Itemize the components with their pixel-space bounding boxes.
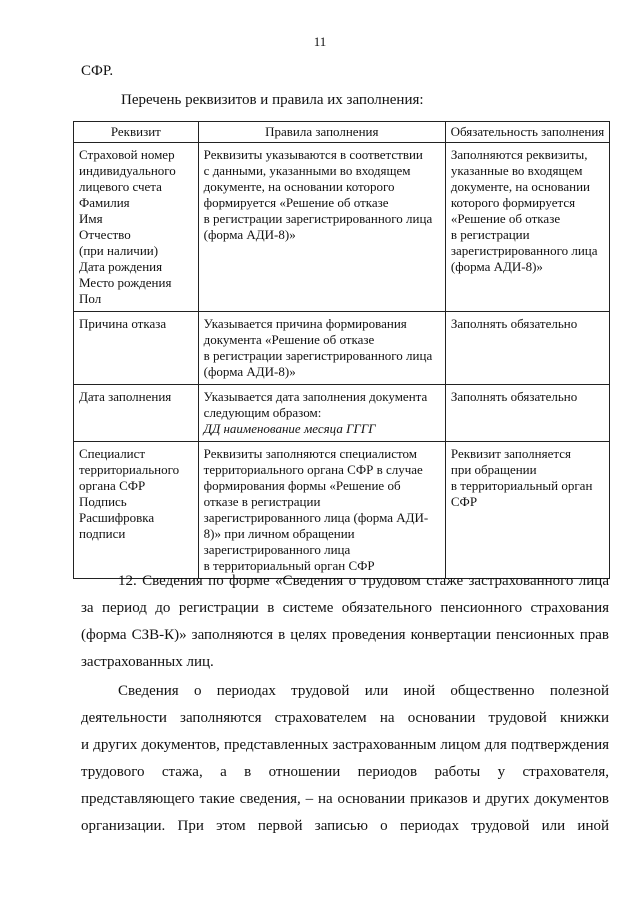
cell-line: лицевого счета [79,179,162,194]
cell-obligation [445,385,609,442]
paragraph-13 [81,678,609,840]
cell-line: Расшифровка [79,510,155,525]
cell-line: зарегистрированного лица (форма АДИ- [203,510,429,525]
cell-line: отказе в регистрации [203,494,321,509]
lead-word: СФР. [81,63,114,79]
cell-line: указанные во входящем [450,163,583,178]
cell-line: (форма АДИ-8)» [203,227,296,242]
cell-requisite [74,442,199,579]
paragraph-line: представляющего такие сведения, – на основании приказов и других документов [81,791,609,807]
paragraph-line: и других документов, представленных застрахованным лицом для подтверждения [81,737,609,753]
cell-line: в регистрации зарегистрированного лица [203,211,433,226]
cell-line: Пол [79,291,102,306]
cell-rules [198,385,445,442]
cell-line: индивидуального [79,163,176,178]
cell-line: документа «Решение об отказе [203,332,375,347]
cell-line: (при наличии) [79,243,159,258]
paragraph-line: организации. При этом первой записью о периодах трудовой или иной [81,818,609,834]
cell-line: подписи [79,526,126,541]
cell-line: Дата рождения [79,259,163,274]
cell-line: в регистрации зарегистрированного лица [203,348,433,363]
table-row [74,143,610,312]
cell-line: Страховой номер [79,147,175,162]
cell-obligation [445,143,609,312]
cell-line: документе, на основании [450,179,591,194]
table-row [74,312,610,385]
table-row [74,385,610,442]
cell-line: Имя [79,211,103,226]
paragraph-line: трудового стажа, а в отношении периодов работы у страхователя, [81,764,609,780]
cell-line: в регистрации [450,227,530,242]
cell-line: Причина отказа [79,316,167,331]
cell-line: Специалист [79,446,146,461]
cell-line: которого формируется [450,195,576,210]
cell-line: (форма АДИ-8)» [203,364,296,379]
cell-obligation [445,312,609,385]
list-title: Перечень реквизитов и правила их заполнения: [121,92,424,108]
paragraph-12 [81,568,609,676]
cell-line: органа СФР [79,478,146,493]
cell-line: зарегистрированного лица [203,542,351,557]
cell-line: Подпись [79,494,127,509]
cell-line: Отчество [79,227,131,242]
cell-line: Указывается дата заполнения документа [203,389,428,404]
cell-requisite [74,143,199,312]
cell-line: Реквизиты указываются в соответствии [203,147,423,162]
cell-line: Заполняются реквизиты, [450,147,588,162]
paragraph-line: деятельности заполняются страхователем на основании трудовой книжки [81,710,609,726]
requisites-table [73,121,610,579]
cell-line: формируется «Решение об отказе [203,195,389,210]
table-header-row [74,122,610,143]
cell-line: при обращении [450,462,537,477]
cell-line: Реквизит заполняется [450,446,571,461]
paragraph-line: застрахованных лиц. [81,654,214,670]
page-number: 11 [313,34,327,49]
cell-line: территориального [79,462,180,477]
table-row [74,442,610,579]
cell-requisite [74,312,199,385]
paragraph-line: 12. Сведения по форме «Сведения о трудовом стаже застрахованного лица [118,573,609,589]
cell-requisite [74,385,199,442]
cell-line: в территориальный орган [450,478,593,493]
header-requisite: Реквизит [74,122,199,143]
cell-rules [198,442,445,579]
cell-line: зарегистрированного лица [450,243,598,258]
header-obligation: Обязательность заполнения [445,122,609,143]
cell-line: Заполнять обязательно [450,316,578,331]
paragraph-line: Сведения о периодах трудовой или иной общественно полезной [118,683,609,699]
cell-line: Дата заполнения [79,389,172,404]
cell-line: Место рождения [79,275,172,290]
cell-line: «Решение об отказе [450,211,561,226]
cell-line: с данными, указанными во входящем [203,163,411,178]
cell-line: Указывается причина формирования [203,316,407,331]
cell-obligation [445,442,609,579]
cell-line: следующим образом: [203,405,322,420]
cell-line: Заполнять обязательно [450,389,578,404]
cell-line: СФР [450,494,478,509]
cell-line: формирования формы «Решение об [203,478,401,493]
cell-rules [198,143,445,312]
cell-line: территориального органа СФР в случае [203,462,423,477]
cell-line: документе, на основании которого [203,179,395,194]
paragraph-line: (форма СЗВ-К)» заполняются в целях проведения конвертации пенсионных прав [81,627,609,643]
cell-line: Реквизиты заполняются специалистом [203,446,417,461]
header-rules: Правила заполнения [198,122,445,143]
cell-line: 8)» при личном обращении [203,526,355,541]
cell-line: в территориальный орган СФР [203,558,375,573]
paragraph-line: за период до регистрации в системе обязательного пенсионного страхования [81,600,609,616]
cell-rules [198,312,445,385]
cell-line: (форма АДИ-8)» [450,259,543,274]
date-format-example: ДД наименование месяца ГГГГ [203,421,376,436]
cell-line: Фамилия [79,195,130,210]
